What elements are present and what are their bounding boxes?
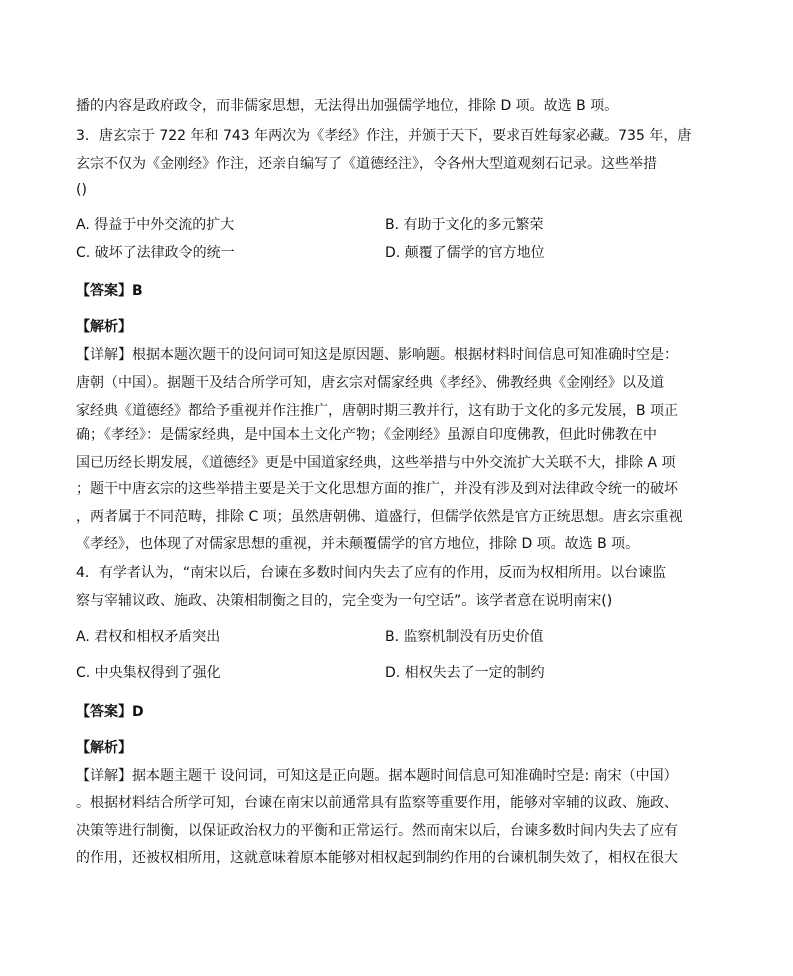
q3-option-b: B. 有助于文化的多元繁荣: [385, 217, 544, 233]
q3-answer: 【答案】B: [76, 283, 143, 299]
q4-analysis-line: 的作用，还被权相所用，这就意味着原本能够对相权起到制约作用的台谏机制失效了，相权在很大: [76, 850, 678, 866]
q3-option-a: A. 得益于中外交流的扩大: [76, 217, 235, 233]
q3-analysis-line: ；题干中唐玄宗的这些举措主要是关于文化思想方面的推广，并没有涉及到对法律政令统一的破坏: [76, 481, 678, 497]
q3-analysis-line: 确；《孝经》：是儒家经典，是中国本土文化产物；《金刚经》虽源自印度佛教，但此时佛教在中: [76, 427, 657, 443]
q4-analysis-line: 决策等进行制衡，以保证政治权力的平衡和正常运行。然而南宋以后，台谏多数时间内失去了应有: [76, 823, 678, 839]
q3-analysis-line: 家经典《道德经》都给予重视并作注推广，唐朝时期三教并行，这有助于文化的多元发展，B 项正: [76, 403, 679, 419]
question-4-stem: 察与宰辅议政、施政、决策相制衡之目的，完全变为一句空话”。该学者意在说明南宋(): [76, 593, 613, 609]
q3-option-c: C. 破坏了法律政令的统一: [76, 245, 235, 261]
q4-analysis-line: 【详解】据本题主题干 设问词，可知这是正向题。据本题时间信息可知准确时空是: 南宋（中国）: [76, 768, 678, 784]
question-3-stem: 玄宗不仅为《金刚经》作注，还亲自编写了《道德经注》，令各州大型道观刻石记录。这些举措: [76, 156, 657, 172]
q4-analysis-title: 【解析】: [76, 740, 132, 756]
q4-analysis-line: 。根据材料结合所学可知，台谏在南宋以前通常具有监察等重要作用，能够对宰辅的议政、施政、: [76, 795, 678, 811]
q3-option-d: D. 颠覆了儒学的官方地位: [385, 245, 545, 261]
q4-option-d: D. 相权失去了一定的制约: [385, 665, 545, 681]
text-line: 播的内容是政府政令，而非儒家思想，无法得出加强儒学地位，排除 D 项。故选 B 项。: [76, 98, 619, 114]
q3-analysis-line: ，两者属于不同范畴，排除 C 项；虽然唐朝佛、道盛行，但儒学依然是官方正统思想。唐玄宗重视: [76, 509, 683, 525]
question-3-stem: 3．唐玄宗于 722 年和 743 年两次为《孝经》作注，并颁于天下，要求百姓每家必藏。735 年，唐: [76, 128, 692, 144]
q3-analysis-line: 【详解】根据本题次题干的设问词可知这是原因题、影响题。根据材料时间信息可知准确时空是：: [76, 347, 678, 363]
q4-option-b: B. 监察机制没有历史价值: [385, 629, 544, 645]
q4-option-c: C. 中央集权得到了强化: [76, 665, 221, 681]
q3-analysis-title: 【解析】: [76, 319, 132, 335]
q4-answer: 【答案】D: [76, 704, 144, 720]
question-4-stem: 4．有学者认为，“南宋以后，台谏在多数时间内失去了应有的作用，反而为权相所用。以台谏监: [76, 565, 667, 581]
q4-option-a: A. 君权和相权矛盾突出: [76, 629, 221, 645]
q3-analysis-line: 《孝经》，也体现了对儒家思想的重视，并未颠覆儒学的官方地位，排除 D 项。故选 B 项。: [76, 536, 640, 552]
q3-analysis-line: 唐朝（中国）。据题干及结合所学可知，唐玄宗对儒家经典《孝经》、佛教经典《金刚经》以及道: [76, 375, 664, 391]
question-3-stem: (): [76, 182, 87, 198]
q3-analysis-line: 国已历经长期发展，《道德经》更是中国道家经典，这些举措与中外交流扩大关联不大，排除 A 项: [76, 455, 676, 471]
